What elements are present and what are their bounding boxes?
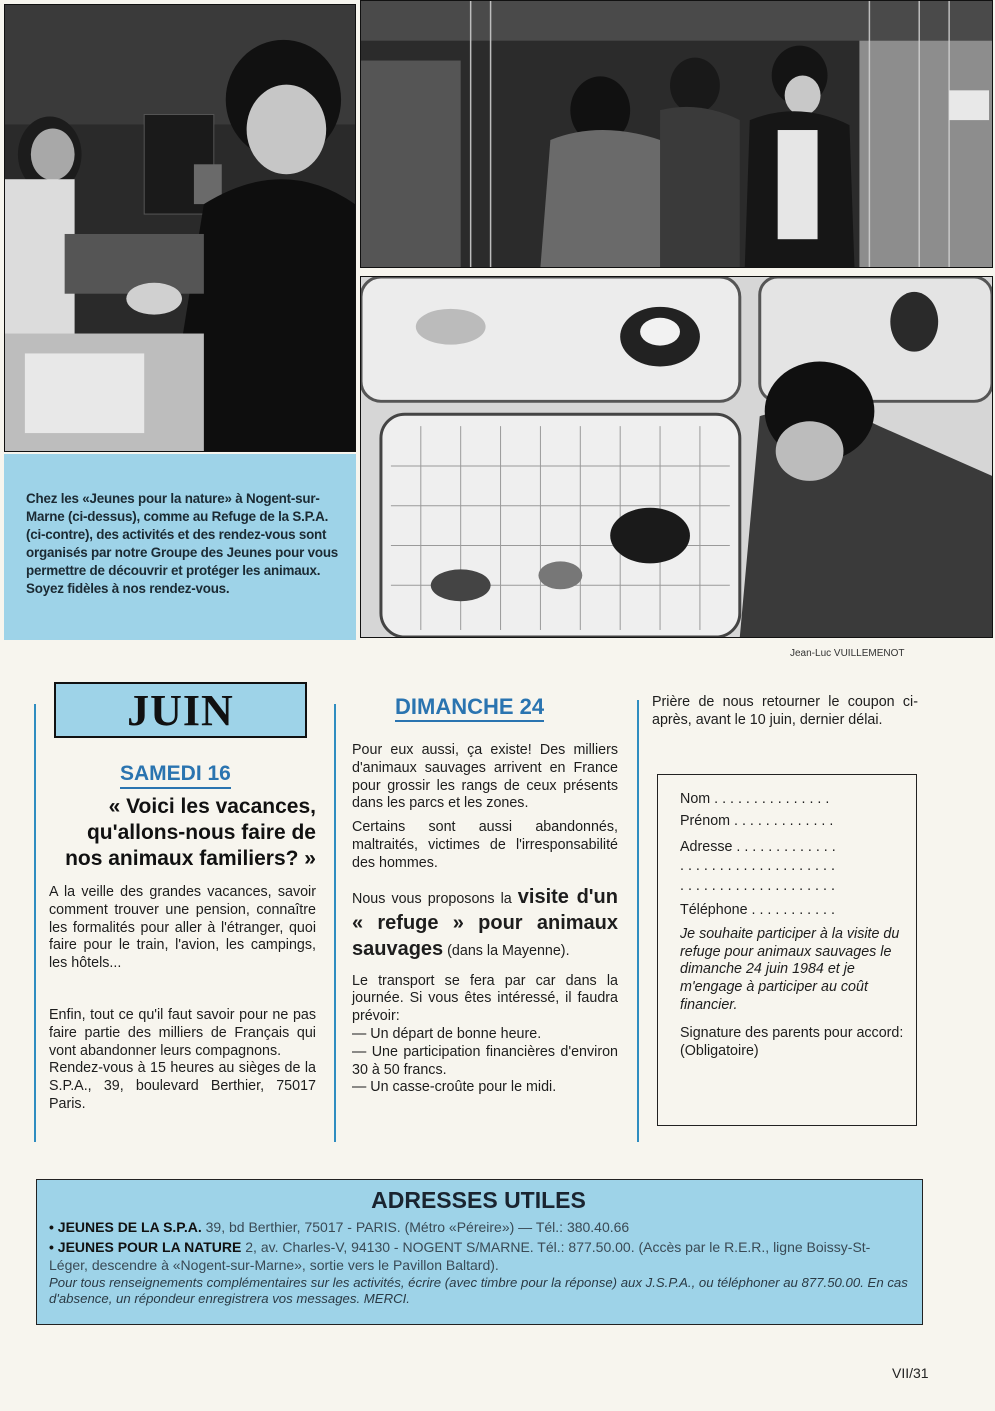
address-jeunes-spa <box>49 1218 908 1236</box>
month-box <box>54 682 307 738</box>
coupon-intro: Prière de nous retourner le coupon ci-après, avant le 10 juin, dernier délai. <box>652 694 918 728</box>
month-title: JUIN <box>127 685 234 735</box>
addresses-note: Pour tous renseignements complémentaires sur les activités, écrire (avec timbre pour la réponse) aux J.S.P.A., ou téléphoner au 877.50.00. En cas d'absence, un répondeur enregistrera vos messages. MERCI. <box>49 1275 908 1306</box>
photo-cat-cages <box>360 276 993 638</box>
coupon-adresse-line-3[interactable]: . . . . . . . . . . . . . . . . . . . . <box>680 878 835 895</box>
address-jeunes-nature <box>49 1238 908 1274</box>
coupon-signature: Signature des parents pour accord: (Obligatoire) <box>680 1024 904 1059</box>
photo-kennel-corridor <box>360 0 993 268</box>
visit-tail: (dans la Mayenne). <box>447 942 570 959</box>
samedi-para-1: A la veille des grandes vacances, savoir comment trouver une pension, connaître les formalités pour aller à l'étranger, quoi faire pour le train, l'avion, les campings, les hôtels... <box>49 884 316 972</box>
address-2-name: • JEUNES POUR LA NATURE <box>49 1239 242 1255</box>
dimanche-list-3: — Un casse-croûte pour le midi. <box>352 1079 557 1096</box>
coupon-prenom[interactable]: Prénom . . . . . . . . . . . . . <box>680 812 834 829</box>
coupon-nom[interactable]: Nom . . . . . . . . . . . . . . . <box>680 791 830 807</box>
photo-caption: Chez les «Jeunes pour la nature» à Nogent-sur-Marne (ci-dessus), comme au Refuge de la S.P.A. (ci-contre), des activités et des rendez-vous sont organisés par notre Groupe des Jeunes pour vous permettre de découvrir et protéger les animaux. Soyez fidèles à nos rendez-vous. <box>26 491 339 596</box>
column-rule-mid <box>334 704 336 1142</box>
dimanche-date: DIMANCHE 24 <box>395 695 544 722</box>
samedi-text <box>49 884 316 1114</box>
address-1-detail: 39, bd Berthier, 75017 - PARIS. (Métro «Péreire») — Tél.: 380.40.66 <box>201 1219 630 1235</box>
coupon-telephone[interactable]: Téléphone . . . . . . . . . . . <box>680 901 835 918</box>
photo-office <box>4 4 356 452</box>
useful-addresses-box <box>36 1179 923 1325</box>
column-rule-left <box>34 704 36 1142</box>
page-number: VII/31 <box>892 1365 929 1381</box>
column-rule-right <box>637 700 639 1142</box>
address-1-name: • JEUNES DE LA S.P.A. <box>49 1219 202 1235</box>
dimanche-visit <box>352 885 618 963</box>
dimanche-para-2: Certains sont aussi abandonnés, maltraités, victimes de l'irresponsabilité des hommes. <box>352 819 618 871</box>
visit-intro: Nous vous proposons la <box>352 890 512 907</box>
dimanche-text <box>352 742 618 1097</box>
coupon-adresse[interactable]: Adresse . . . . . . . . . . . . . <box>680 838 836 855</box>
addresses-title: ADRESSES UTILES <box>371 1187 586 1213</box>
samedi-para-3: Rendez-vous à 15 heures au sièges de la S.P.A., 39, boulevard Berthier, 75017 Paris. <box>49 1060 316 1112</box>
samedi-para-2: Enfin, tout ce qu'il faut savoir pour ne pas faire partie des milliers de Français qui vont abandonner leurs compagnons. <box>49 1006 316 1059</box>
dimanche-para-4: Le transport se fera par car dans la journée. Si vous êtes intéressé, il faudra prévoir: <box>352 972 618 1025</box>
dimanche-list-2: — Une participation financières d'environ 30 à 50 francs. <box>352 1043 618 1078</box>
dimanche-para-1: Pour eux aussi, ça existe! Des milliers d'animaux sauvages arrivent en France pour grossir les rangs de ceux présents dans les parcs et les zones. <box>352 742 618 812</box>
samedi-title: « Voici les vacances, qu'allons-nous faire de nos animaux familiers? » <box>65 795 316 870</box>
visit-bold: visite d'un « refuge » pour animaux sauvages <box>352 885 618 960</box>
dimanche-list-1: — Un départ de bonne heure. <box>352 1025 542 1042</box>
coupon-form <box>657 774 917 1126</box>
coupon-adresse-line-2[interactable]: . . . . . . . . . . . . . . . . . . . . <box>680 858 835 875</box>
caption-box <box>4 454 356 640</box>
photo-credit: Jean-Luc VUILLEMENOT <box>790 648 905 659</box>
samedi-date: SAMEDI 16 <box>120 762 231 789</box>
address-2-detail: 2, av. Charles-V, 94130 - NOGENT S/MARNE. Tél.: 877.50.00. (Accès par le R.E.R., ligne Boissy-St-Léger, descendre à «Nogent-sur-Marne», sortie vers le Pavillon Baltard). <box>49 1239 871 1273</box>
coupon-engagement: Je souhaite participer à la visite du refuge pour animaux sauvages le dimanche 24 juin 1984 et je m'engage à participer au coût financier. <box>680 925 900 1013</box>
